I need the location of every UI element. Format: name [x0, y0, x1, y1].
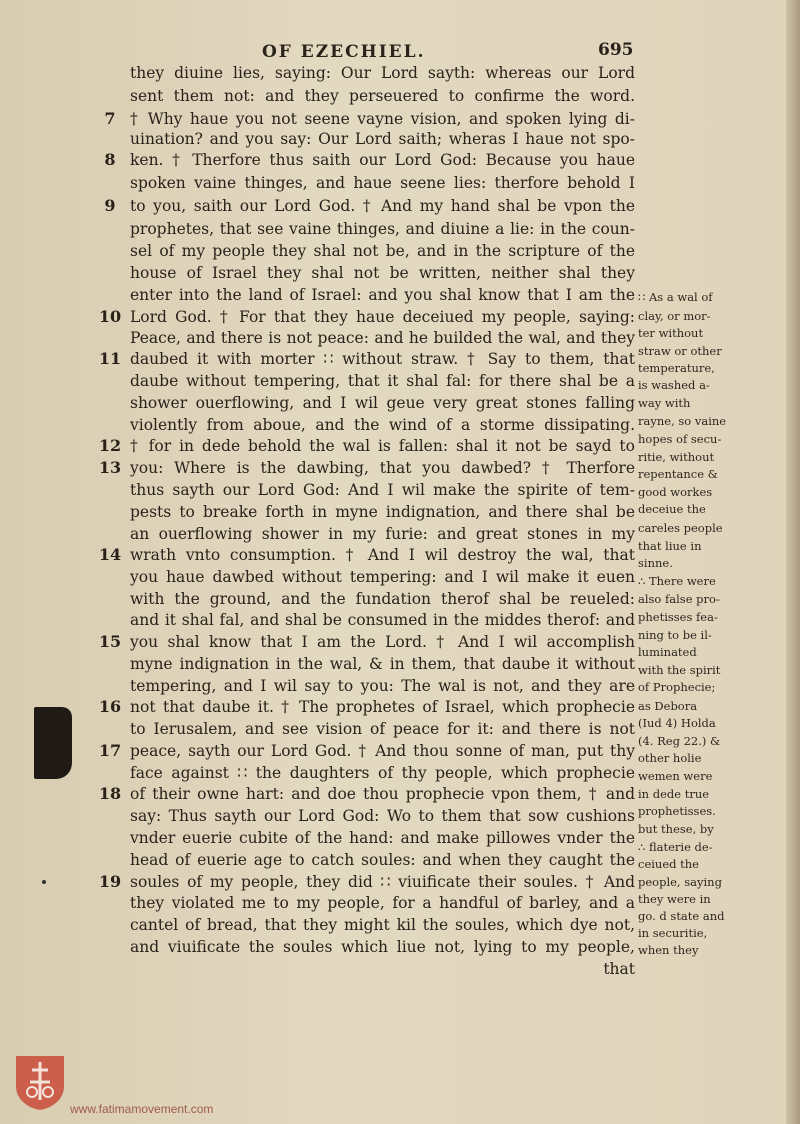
text-line: an ouerflowing shower in my furie: and great stones in my	[130, 525, 635, 543]
text-line: face against ∷ the daughters of thy people, which prophecie	[130, 764, 635, 782]
text-line: and it shal fal, and shal be consumed in the middes therof: and	[130, 611, 635, 629]
text-line: violently from aboue, and the wind of a storme dissipating.	[130, 416, 635, 434]
margin-note-line: go. d state and	[638, 910, 725, 923]
verse-number: 16	[98, 697, 122, 716]
text-line: you haue dawbed without tempering: and I wil make it euen	[130, 568, 635, 586]
margin-note-line: sinne.	[638, 557, 673, 570]
ink-blot	[34, 707, 72, 779]
margin-note-line: repentance &	[638, 468, 718, 481]
verse-number: 19	[98, 872, 122, 891]
verse-number: 12	[98, 436, 122, 455]
catchword: that	[603, 960, 635, 978]
text-line: say: Thus sayth our Lord God: Wo to them that sow cushions	[130, 807, 635, 825]
running-header: OF EZECHIEL.	[262, 42, 426, 62]
text-line: house of Israel they shal not be written, neither shal they	[130, 264, 635, 282]
margin-note-line: luminated	[638, 646, 697, 659]
ink-speck	[42, 880, 46, 884]
text-line: spoken vaine thinges, and haue seene lies: therfore behold I	[130, 174, 635, 192]
verse-number: 18	[98, 784, 122, 803]
verse-number: 8	[104, 150, 116, 169]
watermark-url[interactable]: www.fatimamovement.com	[70, 1102, 214, 1116]
text-line: of their owne hart: and doe thou prophecie vpon them, † and	[130, 785, 635, 803]
text-line: to Ierusalem, and see vision of peace for it: and there is not	[130, 720, 635, 738]
margin-note-line: people, saying	[638, 876, 722, 889]
margin-note-line: with the spirit	[638, 664, 721, 677]
margin-note-line: in securitie,	[638, 927, 708, 940]
text-line: daube without tempering, that it shal fal: for there shal be a	[130, 372, 635, 390]
margin-note-line: of Prophecie;	[638, 681, 716, 694]
margin-note-line: other holie	[638, 752, 702, 765]
margin-note-line: is washed a-	[638, 379, 710, 392]
margin-note-line: ∴ There were	[638, 575, 716, 588]
text-line: ken. † Therfore thus saith our Lord God: Because you haue	[130, 151, 635, 169]
text-line: uination? and you say: Our Lord saith; wheras I haue not spo-	[130, 130, 635, 148]
margin-note-line: ∴ flaterie de-	[638, 841, 713, 854]
text-line: not that daube it. † The prophetes of Israel, which prophecie	[130, 698, 635, 716]
verse-number: 14	[98, 545, 122, 564]
book-spine-edge	[786, 0, 800, 1124]
margin-note-line: straw or other	[638, 345, 722, 358]
text-line: enter into the land of Israel: and you shal know that I am the	[130, 286, 635, 304]
margin-note-line: clay, or mor-	[638, 310, 711, 323]
margin-note-line: ter without	[638, 327, 704, 340]
margin-note-line: ning to be il-	[638, 629, 712, 642]
text-line: wrath vnto consumption. † And I wil destroy the wal, that	[130, 546, 635, 564]
margin-note-line: but these, by	[638, 823, 714, 836]
text-line: tempering, and I wil say to you: The wal is not, and they are	[130, 677, 635, 695]
margin-note-line: wemen were	[638, 770, 713, 783]
verse-number: 10	[98, 307, 122, 326]
margin-note-line: (Iud 4) Holda	[638, 717, 716, 730]
text-line: thus sayth our Lord God: And I wil make the spirite of tem-	[130, 481, 635, 499]
margin-note-line: that liue in	[638, 540, 702, 553]
text-line: with the ground, and the fundation therof shal be reueled:	[130, 590, 635, 608]
text-line: sent them not: and they perseuered to confirme the word.	[130, 87, 635, 105]
margin-note-line: in dede true	[638, 788, 710, 801]
text-line: soules of my people, they did ∷ viuificate their soules. † And	[130, 873, 635, 891]
margin-note-line: ritie, without	[638, 451, 715, 464]
text-line: they violated me to my people, for a handful of barley, and a	[130, 894, 635, 912]
verse-number: 7	[104, 109, 116, 128]
margin-note-line: when they	[638, 944, 699, 957]
margin-note-line: ceiued the	[638, 858, 699, 871]
margin-note-line: prophetisses.	[638, 805, 716, 818]
margin-note-line: hopes of secu-	[638, 433, 722, 446]
verse-number: 17	[98, 741, 122, 760]
text-line: to you, saith our Lord God. † And my hand shal be vpon the	[130, 197, 635, 215]
verse-number: 15	[98, 632, 122, 651]
verse-number: 11	[98, 349, 122, 368]
margin-note-line: (4. Reg 22.) &	[638, 735, 721, 748]
text-line: and viuificate the soules which liue not, lying to my people,	[130, 938, 635, 956]
text-line: prophetes, that see vaine thinges, and diuine a lie: in the coun-	[130, 220, 635, 238]
verse-number: 9	[104, 196, 116, 215]
coat-of-arms-logo-icon	[12, 1052, 68, 1112]
text-line: shower ouerflowing, and I wil geue very great stones falling	[130, 394, 635, 412]
text-line: head of euerie age to catch soules: and when they caught the	[130, 851, 635, 869]
margin-note-line: also false pro-	[638, 593, 720, 606]
margin-note-line: careles people	[638, 522, 723, 535]
text-line: Lord God. † For that they haue deceiued my people, saying:	[130, 308, 635, 326]
margin-note-line: as Debora	[638, 700, 698, 713]
page-number: 695	[598, 40, 634, 60]
text-line: they diuine lies, saying: Our Lord sayth: whereas our Lord	[130, 64, 635, 82]
text-line: † Why haue you not seene vayne vision, and spoken lying di-	[130, 110, 635, 128]
text-line: pests to breake forth in myne indignation, and there shal be	[130, 503, 635, 521]
text-line: † for in dede behold the wal is fallen: shal it not be sayd to	[130, 437, 635, 455]
margin-note-line: deceiue the	[638, 503, 706, 516]
margin-note-line: temperature,	[638, 362, 715, 375]
text-line: you shal know that I am the Lord. † And I wil accomplish	[130, 633, 635, 651]
text-line: Peace, and there is not peace: and he builded the wal, and they	[130, 329, 635, 347]
text-line: you: Where is the dawbing, that you dawbed? † Therfore	[130, 459, 635, 477]
margin-note-line: they were in	[638, 893, 711, 906]
text-line: cantel of bread, that they might kil the soules, which dye not,	[130, 916, 635, 934]
margin-note-line: rayne, so vaine	[638, 415, 727, 428]
text-line: myne indignation in the wal, & in them, that daube it without	[130, 655, 635, 673]
margin-note-line: good workes	[638, 486, 713, 499]
text-line: sel of my people they shal not be, and in the scripture of the	[130, 242, 635, 260]
margin-note-line: ∷ As a wal of	[638, 291, 713, 304]
margin-note-line: way with	[638, 397, 691, 410]
text-line: peace, sayth our Lord God. † And thou sonne of man, put thy	[130, 742, 635, 760]
text-line: daubed it with morter ∷ without straw. † Say to them, that	[130, 350, 635, 368]
verse-number: 13	[98, 458, 122, 477]
margin-note-line: phetisses fea-	[638, 611, 718, 624]
text-line: vnder euerie cubite of the hand: and make pillowes vnder the	[130, 829, 635, 847]
